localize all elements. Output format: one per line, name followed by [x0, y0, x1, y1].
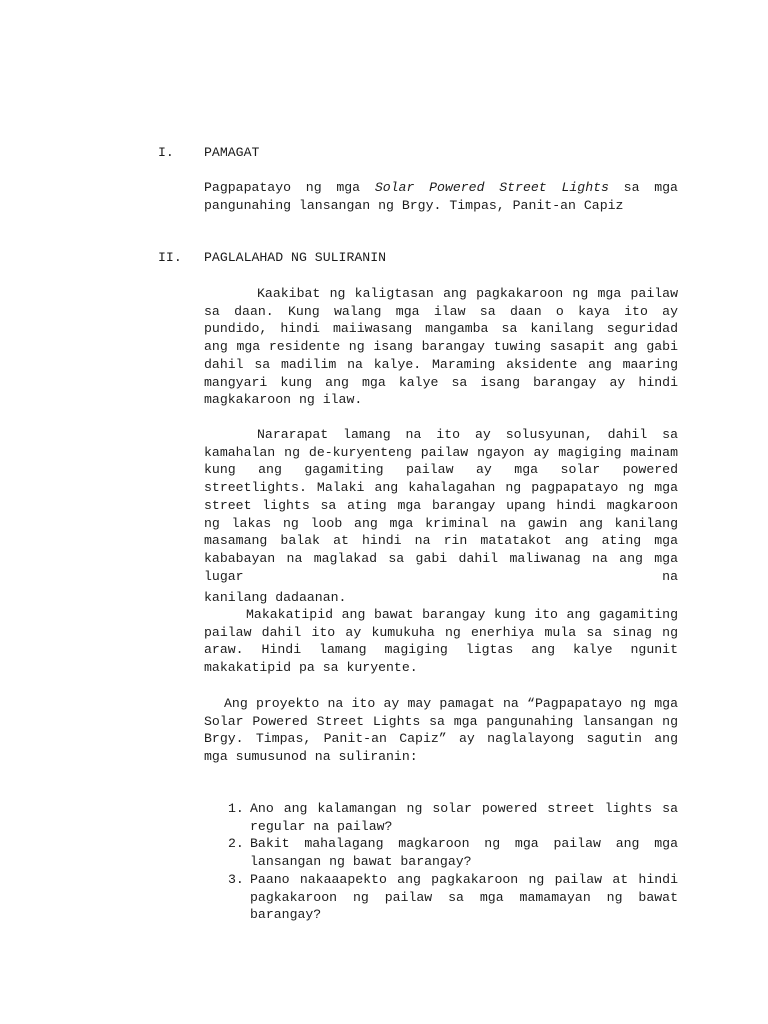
- list-item-text: Ano ang kalamangan ng solar powered street lights sa regular na pailaw?: [250, 801, 678, 834]
- body-paragraph: Nararapat lamang na ito ay solusyunan, dahil sa kamahalan ng de-kuryenteng pailaw ngayon ay magiging mainam kung ang gagamiting pailaw ay mga solar powered streetlights. Malaki ang kahalagahan ng pagpapatayo ng mga street lights sa ating mga barangay upang hindi magkaroon ng lakas ng loob ang mga kriminal na gawin ang kanilang masamang balak at hindi na rin matatakot ang ating mga kababayan na maglakad sa gabi dahil maliwanag na ang mga lugar na: [204, 427, 678, 584]
- project-title-italic: Solar Powered Street Lights: [374, 180, 609, 195]
- project-title-prefix: Pagpapatayo ng mga: [204, 180, 375, 195]
- list-item-number: 2.: [228, 836, 244, 852]
- list-item-number: 1.: [228, 801, 244, 816]
- section-number: II.: [158, 250, 182, 265]
- section-heading: PAGLALAHAD NG SULIRANIN: [204, 250, 387, 265]
- section-number: I.: [158, 145, 174, 160]
- project-title-paragraph: [204, 179, 678, 214]
- list-item-text: Bakit mahalagang magkaroon ng mga pailaw ang mga lansangan ng bawat barangay?: [250, 836, 678, 870]
- body-paragraph: Kaakibat ng kaligtasan ang pagkakaroon ng mga pailaw sa daan. Kung walang mga ilaw sa daan o kaya ito ay pundido, hindi maiiwasang mangamba sa kanilang seguridad ang mga residente ng isang barangay tuwing sasapit ang gabi dahil sa madilim na kalye. Maraming aksidente ang maaring mangyari kung ang mga kalye sa isang barangay ay hindi magkakaroon ng ilaw.: [204, 286, 678, 408]
- list-item: [204, 800, 678, 835]
- intro-paragraph: Ang proyekto na ito ay may pamagat na “Pagpapatayo ng mga Solar Powered Street Lights sa mga pangunahing lansangan ng Brgy. Timpas, Panit-an Capiz” ay naglalayong sagutin ang mga sumusunod na suliranin:: [204, 696, 678, 765]
- list-item: [204, 871, 678, 924]
- project-title-suffix: sa mga pangunahing lansangan ng Brgy. Timpas, Panit-an Capiz: [204, 180, 678, 213]
- body-paragraph: Makakatipid ang bawat barangay kung ito ang gagamiting pailaw dahil ito ay kumukuha ng enerhiya mula sa sinag ng araw. Hindi lamang magiging ligtas ang kalye ngunit makakatipid pa sa kuryente.: [204, 607, 678, 676]
- list-item-text: Paano nakaaapekto ang pagkakaroon ng pailaw at hindi pagkakaroon ng pailaw sa mga mamamayan ng bawat barangay?: [250, 871, 678, 923]
- list-item-number: 3.: [228, 871, 244, 887]
- list-item: [204, 835, 678, 870]
- section-heading: PAMAGAT: [204, 145, 260, 160]
- question-list: [204, 800, 678, 924]
- body-paragraph-tail: kanilang dadaanan.: [204, 590, 347, 605]
